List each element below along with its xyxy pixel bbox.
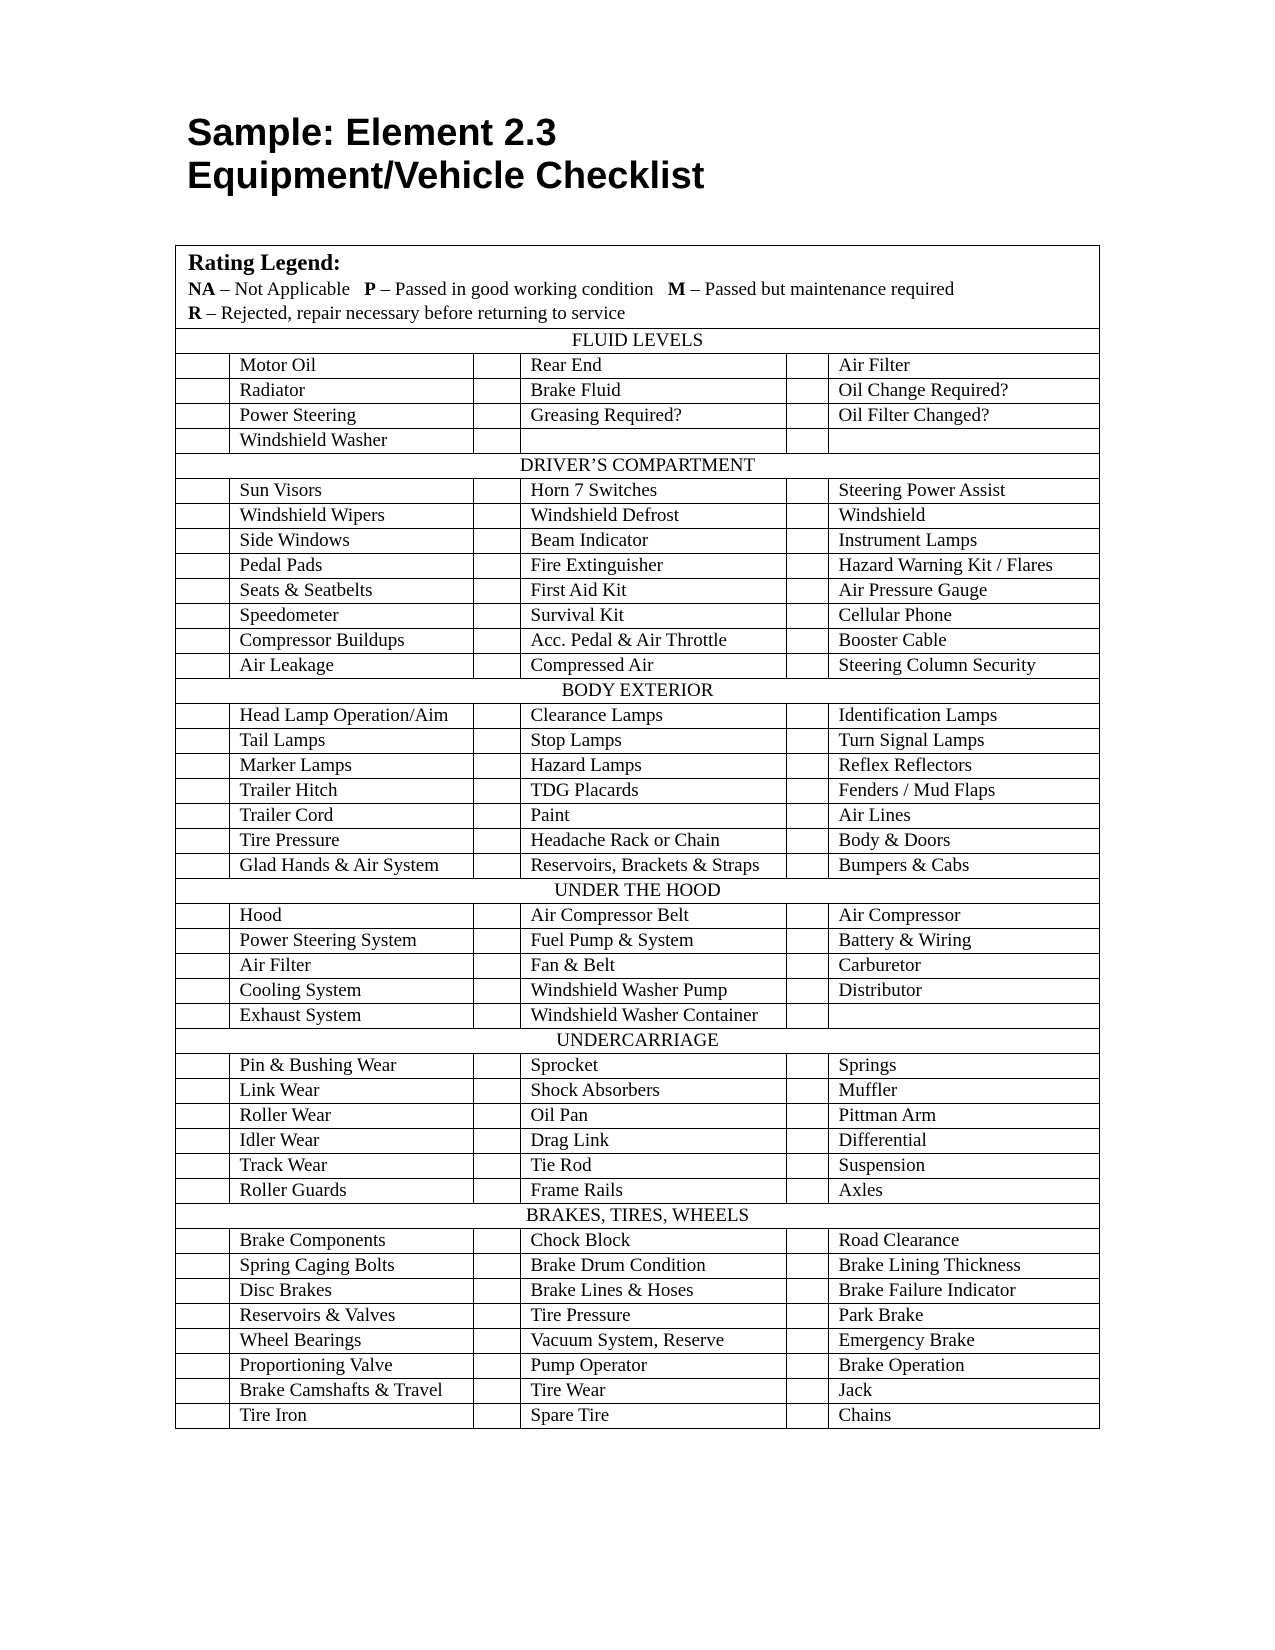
checklist-row <box>176 979 1099 1004</box>
rating-box[interactable] <box>786 1329 828 1354</box>
rating-box[interactable] <box>176 754 229 779</box>
rating-box[interactable] <box>786 404 828 429</box>
item-label: Body & Doors <box>828 829 1099 854</box>
section-header-row <box>176 679 1099 704</box>
item-label: Survival Kit <box>520 604 786 629</box>
rating-box[interactable] <box>176 554 229 579</box>
checklist-row <box>176 704 1099 729</box>
rating-box[interactable] <box>473 729 520 754</box>
rating-box[interactable] <box>786 1079 828 1104</box>
rating-box[interactable] <box>786 1229 828 1254</box>
rating-box[interactable] <box>473 1404 520 1429</box>
rating-box[interactable] <box>786 479 828 504</box>
rating-box[interactable] <box>473 1279 520 1304</box>
checklist-row <box>176 504 1099 529</box>
rating-box[interactable] <box>473 379 520 404</box>
item-label: Oil Pan <box>520 1104 786 1129</box>
item-label: Motor Oil <box>229 354 473 379</box>
item-label: Reservoirs, Brackets & Straps <box>520 854 786 879</box>
rating-box[interactable] <box>786 604 828 629</box>
rating-box[interactable] <box>473 479 520 504</box>
item-label: Horn 7 Switches <box>520 479 786 504</box>
item-label: Stop Lamps <box>520 729 786 754</box>
item-label: Power Steering <box>229 404 473 429</box>
item-label: Brake Operation <box>828 1354 1099 1379</box>
item-label: Brake Components <box>229 1229 473 1254</box>
item-label: Differential <box>828 1129 1099 1154</box>
checklist-table <box>176 329 1099 1428</box>
checklist-row <box>176 1354 1099 1379</box>
rating-box[interactable] <box>473 1304 520 1329</box>
legend-na-code: NA <box>188 279 216 300</box>
checklist-row <box>176 829 1099 854</box>
rating-box[interactable] <box>473 1154 520 1179</box>
rating-box[interactable] <box>473 1054 520 1079</box>
rating-box[interactable] <box>473 404 520 429</box>
item-label: Compressor Buildups <box>229 629 473 654</box>
item-label: Reflex Reflectors <box>828 754 1099 779</box>
rating-legend <box>176 246 1099 329</box>
rating-box[interactable] <box>473 1004 520 1029</box>
rating-box[interactable] <box>473 1079 520 1104</box>
item-label: Windshield Defrost <box>520 504 786 529</box>
rating-box[interactable] <box>473 1229 520 1254</box>
rating-box[interactable] <box>176 1404 229 1429</box>
item-label: Air Filter <box>828 354 1099 379</box>
rating-box[interactable] <box>176 479 229 504</box>
item-label: Tire Wear <box>520 1379 786 1404</box>
rating-box[interactable] <box>473 1329 520 1354</box>
item-label: Turn Signal Lamps <box>828 729 1099 754</box>
item-label: Steering Column Security <box>828 654 1099 679</box>
rating-box[interactable] <box>176 1304 229 1329</box>
rating-box[interactable] <box>473 1254 520 1279</box>
rating-box[interactable] <box>473 354 520 379</box>
checklist-row <box>176 429 1099 454</box>
item-label: Steering Power Assist <box>828 479 1099 504</box>
checklist-row <box>176 1004 1099 1029</box>
legend-m-code: M <box>667 279 686 300</box>
item-label: Cooling System <box>229 979 473 1004</box>
checklist-row <box>176 1054 1099 1079</box>
checklist-row <box>176 604 1099 629</box>
rating-box[interactable] <box>176 1179 229 1204</box>
item-label <box>520 429 786 454</box>
item-label: Brake Camshafts & Travel <box>229 1379 473 1404</box>
item-label: Bumpers & Cabs <box>828 854 1099 879</box>
item-label: Jack <box>828 1379 1099 1404</box>
checklist-row <box>176 729 1099 754</box>
item-label: Carburetor <box>828 954 1099 979</box>
rating-box[interactable] <box>473 754 520 779</box>
checklist-row <box>176 929 1099 954</box>
rating-box[interactable] <box>786 1004 828 1029</box>
legend-line-1 <box>188 278 1087 302</box>
checklist-row <box>176 1079 1099 1104</box>
section-header-row <box>176 454 1099 479</box>
item-label: Fire Extinguisher <box>520 554 786 579</box>
rating-box[interactable] <box>176 1354 229 1379</box>
item-label: Glad Hands & Air System <box>229 854 473 879</box>
item-label: Vacuum System, Reserve <box>520 1329 786 1354</box>
rating-box[interactable] <box>176 729 229 754</box>
checklist-row <box>176 379 1099 404</box>
rating-box[interactable] <box>786 1054 828 1079</box>
item-label: Park Brake <box>828 1304 1099 1329</box>
rating-box[interactable] <box>176 579 229 604</box>
legend-line-2 <box>188 302 1087 326</box>
rating-box[interactable] <box>786 579 828 604</box>
item-label: Air Compressor <box>828 904 1099 929</box>
item-label: Oil Change Required? <box>828 379 1099 404</box>
checklist-row <box>176 904 1099 929</box>
section-title: UNDERCARRIAGE <box>176 1029 1099 1054</box>
rating-box[interactable] <box>786 429 828 454</box>
rating-box[interactable] <box>176 1379 229 1404</box>
item-label: Spring Caging Bolts <box>229 1254 473 1279</box>
item-label: Chock Block <box>520 1229 786 1254</box>
title-line-1: Sample: Element 2.3 <box>187 112 557 154</box>
item-label: Headache Rack or Chain <box>520 829 786 854</box>
rating-box[interactable] <box>473 529 520 554</box>
item-label: Trailer Hitch <box>229 779 473 804</box>
rating-box[interactable] <box>176 1254 229 1279</box>
rating-box[interactable] <box>176 829 229 854</box>
item-label: Booster Cable <box>828 629 1099 654</box>
checklist-row <box>176 404 1099 429</box>
rating-box[interactable] <box>473 1104 520 1129</box>
legend-p-code: P <box>364 279 376 300</box>
item-label <box>828 1004 1099 1029</box>
item-label: Hazard Lamps <box>520 754 786 779</box>
rating-box[interactable] <box>473 579 520 604</box>
rating-box[interactable] <box>786 354 828 379</box>
rating-box[interactable] <box>473 504 520 529</box>
rating-box[interactable] <box>473 904 520 929</box>
rating-box[interactable] <box>786 1404 828 1429</box>
item-label: Air Leakage <box>229 654 473 679</box>
section-header-row <box>176 879 1099 904</box>
checklist-row <box>176 1154 1099 1179</box>
item-label: Cellular Phone <box>828 604 1099 629</box>
checklist-row <box>176 854 1099 879</box>
legend-p-text: – Passed in good working condition <box>375 279 654 300</box>
item-label: Clearance Lamps <box>520 704 786 729</box>
item-label: Suspension <box>828 1154 1099 1179</box>
item-label: Fan & Belt <box>520 954 786 979</box>
item-label: Distributor <box>828 979 1099 1004</box>
item-label: Windshield Wipers <box>229 504 473 529</box>
rating-box[interactable] <box>786 804 828 829</box>
checklist-row <box>176 954 1099 979</box>
rating-box[interactable] <box>786 729 828 754</box>
item-label: Springs <box>828 1054 1099 1079</box>
document-title <box>187 112 704 198</box>
item-label: Spare Tire <box>520 1404 786 1429</box>
item-label: First Aid Kit <box>520 579 786 604</box>
item-label: Roller Guards <box>229 1179 473 1204</box>
rating-box[interactable] <box>176 1129 229 1154</box>
rating-box[interactable] <box>786 1179 828 1204</box>
rating-box[interactable] <box>473 804 520 829</box>
section-title: BODY EXTERIOR <box>176 679 1099 704</box>
item-label: Wheel Bearings <box>229 1329 473 1354</box>
checklist-row <box>176 1254 1099 1279</box>
rating-box[interactable] <box>473 1129 520 1154</box>
rating-box[interactable] <box>786 654 828 679</box>
checklist-row <box>176 1379 1099 1404</box>
checklist-row <box>176 529 1099 554</box>
item-label: Power Steering System <box>229 929 473 954</box>
rating-box[interactable] <box>176 1154 229 1179</box>
rating-box[interactable] <box>176 1229 229 1254</box>
rating-box[interactable] <box>786 1104 828 1129</box>
rating-box[interactable] <box>786 379 828 404</box>
item-label <box>828 429 1099 454</box>
item-label: Idler Wear <box>229 1129 473 1154</box>
rating-box[interactable] <box>786 979 828 1004</box>
item-label: Side Windows <box>229 529 473 554</box>
rating-box[interactable] <box>176 979 229 1004</box>
rating-box[interactable] <box>176 1104 229 1129</box>
item-label: Pedal Pads <box>229 554 473 579</box>
item-label: Air Compressor Belt <box>520 904 786 929</box>
section-header-row <box>176 329 1099 354</box>
rating-box[interactable] <box>473 1379 520 1404</box>
item-label: Pittman Arm <box>828 1104 1099 1129</box>
rating-box[interactable] <box>786 904 828 929</box>
rating-box[interactable] <box>176 429 229 454</box>
item-label: Emergency Brake <box>828 1329 1099 1354</box>
rating-box[interactable] <box>786 829 828 854</box>
item-label: Head Lamp Operation/Aim <box>229 704 473 729</box>
checklist-sheet <box>175 245 1100 1429</box>
rating-box[interactable] <box>176 854 229 879</box>
rating-box[interactable] <box>786 854 828 879</box>
rating-box[interactable] <box>473 954 520 979</box>
item-label: Windshield <box>828 504 1099 529</box>
item-label: Disc Brakes <box>229 1279 473 1304</box>
rating-box[interactable] <box>176 1279 229 1304</box>
rating-box[interactable] <box>176 1329 229 1354</box>
rating-box[interactable] <box>473 854 520 879</box>
item-label: Oil Filter Changed? <box>828 404 1099 429</box>
checklist-row <box>176 1129 1099 1154</box>
legend-heading: Rating Legend: <box>188 250 341 275</box>
rating-box[interactable] <box>176 1004 229 1029</box>
rating-box[interactable] <box>176 629 229 654</box>
item-label: Chains <box>828 1404 1099 1429</box>
rating-box[interactable] <box>176 379 229 404</box>
rating-box[interactable] <box>786 754 828 779</box>
rating-box[interactable] <box>473 654 520 679</box>
item-label: Fuel Pump & System <box>520 929 786 954</box>
section-title: FLUID LEVELS <box>176 329 1099 354</box>
item-label: Sun Visors <box>229 479 473 504</box>
rating-box[interactable] <box>786 554 828 579</box>
rating-box[interactable] <box>176 1054 229 1079</box>
rating-box[interactable] <box>176 1079 229 1104</box>
item-label: Windshield Washer Container <box>520 1004 786 1029</box>
item-label: Reservoirs & Valves <box>229 1304 473 1329</box>
item-label: Radiator <box>229 379 473 404</box>
item-label: Rear End <box>520 354 786 379</box>
section-title: UNDER THE HOOD <box>176 879 1099 904</box>
item-label: Windshield Washer Pump <box>520 979 786 1004</box>
checklist-row <box>176 779 1099 804</box>
rating-box[interactable] <box>786 504 828 529</box>
item-label: TDG Placards <box>520 779 786 804</box>
item-label: Sprocket <box>520 1054 786 1079</box>
legend-m-text: – Passed but maintenance required <box>685 279 955 300</box>
checklist-row <box>176 629 1099 654</box>
item-label: Drag Link <box>520 1129 786 1154</box>
checklist-row <box>176 579 1099 604</box>
checklist-row <box>176 1279 1099 1304</box>
rating-box[interactable] <box>176 529 229 554</box>
section-title: DRIVER’S COMPARTMENT <box>176 454 1099 479</box>
item-label: Brake Drum Condition <box>520 1254 786 1279</box>
rating-box[interactable] <box>786 1254 828 1279</box>
legend-na-text: – Not Applicable <box>215 279 351 300</box>
rating-box[interactable] <box>786 954 828 979</box>
rating-box[interactable] <box>473 604 520 629</box>
item-label: Brake Failure Indicator <box>828 1279 1099 1304</box>
checklist-row <box>176 479 1099 504</box>
rating-box[interactable] <box>176 904 229 929</box>
section-title: BRAKES, TIRES, WHEELS <box>176 1204 1099 1229</box>
rating-box[interactable] <box>473 929 520 954</box>
rating-box[interactable] <box>786 1129 828 1154</box>
item-label: Windshield Washer <box>229 429 473 454</box>
rating-box[interactable] <box>473 1179 520 1204</box>
rating-box[interactable] <box>473 829 520 854</box>
rating-box[interactable] <box>786 1304 828 1329</box>
item-label: Brake Lining Thickness <box>828 1254 1099 1279</box>
rating-box[interactable] <box>473 779 520 804</box>
rating-box[interactable] <box>786 704 828 729</box>
item-label: Battery & Wiring <box>828 929 1099 954</box>
item-label: Paint <box>520 804 786 829</box>
rating-box[interactable] <box>176 929 229 954</box>
rating-box[interactable] <box>176 504 229 529</box>
item-label: Brake Fluid <box>520 379 786 404</box>
rating-box[interactable] <box>176 954 229 979</box>
rating-box[interactable] <box>786 779 828 804</box>
item-label: Air Pressure Gauge <box>828 579 1099 604</box>
item-label: Proportioning Valve <box>229 1354 473 1379</box>
item-label: Road Clearance <box>828 1229 1099 1254</box>
checklist-row <box>176 1104 1099 1129</box>
item-label: Acc. Pedal & Air Throttle <box>520 629 786 654</box>
rating-box[interactable] <box>176 804 229 829</box>
rating-box[interactable] <box>473 1354 520 1379</box>
item-label: Beam Indicator <box>520 529 786 554</box>
item-label: Tie Rod <box>520 1154 786 1179</box>
rating-box[interactable] <box>473 629 520 654</box>
item-label: Seats & Seatbelts <box>229 579 473 604</box>
title-line-2: Equipment/Vehicle Checklist <box>187 155 705 197</box>
item-label: Compressed Air <box>520 654 786 679</box>
item-label: Track Wear <box>229 1154 473 1179</box>
item-label: Axles <box>828 1179 1099 1204</box>
item-label: Exhaust System <box>229 1004 473 1029</box>
rating-box[interactable] <box>786 529 828 554</box>
section-header-row <box>176 1029 1099 1054</box>
rating-box[interactable] <box>786 1379 828 1404</box>
checklist-row <box>176 754 1099 779</box>
item-label: Tire Iron <box>229 1404 473 1429</box>
item-label: Air Filter <box>229 954 473 979</box>
item-label: Tire Pressure <box>520 1304 786 1329</box>
rating-box[interactable] <box>176 704 229 729</box>
rating-box[interactable] <box>176 354 229 379</box>
item-label: Hood <box>229 904 473 929</box>
checklist-row <box>176 1404 1099 1429</box>
rating-box[interactable] <box>176 779 229 804</box>
checklist-row <box>176 654 1099 679</box>
item-label: Identification Lamps <box>828 704 1099 729</box>
rating-box[interactable] <box>473 554 520 579</box>
item-label: Fenders / Mud Flaps <box>828 779 1099 804</box>
rating-box[interactable] <box>473 704 520 729</box>
rating-box[interactable] <box>473 979 520 1004</box>
rating-box[interactable] <box>473 429 520 454</box>
rating-box[interactable] <box>176 404 229 429</box>
item-label: Pin & Bushing Wear <box>229 1054 473 1079</box>
item-label: Instrument Lamps <box>828 529 1099 554</box>
rating-box[interactable] <box>176 654 229 679</box>
checklist-row <box>176 1329 1099 1354</box>
legend-r-text: – Rejected, repair necessary before returning to service <box>201 303 626 324</box>
legend-r-code: R <box>188 303 202 324</box>
item-label: Frame Rails <box>520 1179 786 1204</box>
rating-box[interactable] <box>786 929 828 954</box>
item-label: Roller Wear <box>229 1104 473 1129</box>
rating-box[interactable] <box>786 1279 828 1304</box>
rating-box[interactable] <box>786 1354 828 1379</box>
item-label: Air Lines <box>828 804 1099 829</box>
rating-box[interactable] <box>786 629 828 654</box>
checklist-row <box>176 1304 1099 1329</box>
item-label: Tire Pressure <box>229 829 473 854</box>
item-label: Greasing Required? <box>520 404 786 429</box>
item-label: Trailer Cord <box>229 804 473 829</box>
item-label: Muffler <box>828 1079 1099 1104</box>
section-header-row <box>176 1204 1099 1229</box>
item-label: Shock Absorbers <box>520 1079 786 1104</box>
rating-box[interactable] <box>176 604 229 629</box>
checklist-row <box>176 554 1099 579</box>
item-label: Speedometer <box>229 604 473 629</box>
item-label: Pump Operator <box>520 1354 786 1379</box>
checklist-row <box>176 804 1099 829</box>
item-label: Brake Lines & Hoses <box>520 1279 786 1304</box>
checklist-row <box>176 1229 1099 1254</box>
checklist-row <box>176 1179 1099 1204</box>
item-label: Marker Lamps <box>229 754 473 779</box>
checklist-row <box>176 354 1099 379</box>
item-label: Tail Lamps <box>229 729 473 754</box>
item-label: Link Wear <box>229 1079 473 1104</box>
item-label: Hazard Warning Kit / Flares <box>828 554 1099 579</box>
rating-box[interactable] <box>786 1154 828 1179</box>
